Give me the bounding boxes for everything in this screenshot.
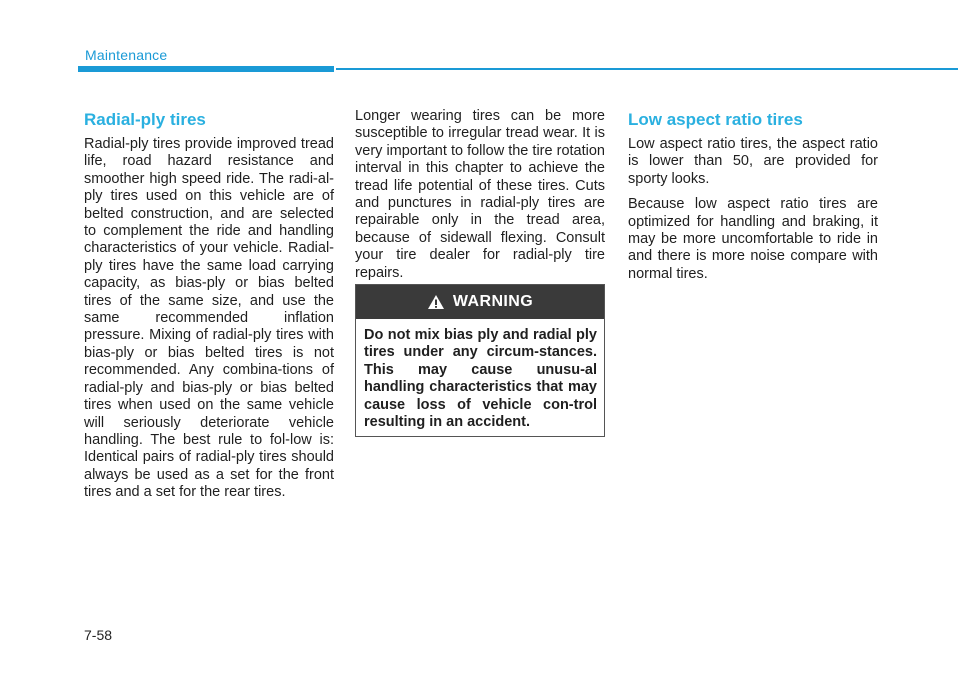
low-aspect-paragraph-1: Low aspect ratio tires, the aspect ratio is lower than 50, are provided for sporty looks. xyxy=(628,136,878,187)
radial-ply-heading: Radial-ply tires xyxy=(84,110,206,129)
warning-triangle-icon xyxy=(427,294,445,310)
section-label: Maintenance xyxy=(85,47,168,63)
warning-body: Do not mix bias ply and radial ply tires under any circum-stances. This may cause unusu-al handling characteristics that may cause loss of vehicle con-trol resulting in an accident. xyxy=(364,327,597,431)
radial-ply-section xyxy=(84,110,334,502)
low-aspect-paragraph-2: Because low aspect ratio tires are optimized for handling and braking, it may be more uncomfortable to ride in and there is more noise compare with normal tires. xyxy=(628,196,878,282)
header-rule xyxy=(336,68,958,70)
radial-ply-body: Radial-ply tires provide improved tread life, road hazard resistance and smoother high speed ride. The radi-al-ply tires used on this vehicle are of belted construction, and are selected to complement the ride and handling characteristics of your vehicle. Radial-ply tires have the same load carrying capacity, as bias-ply or bias belted tires of the same size, and use the same recommended inflation pressure. Mixing of radial-ply tires with bias-ply or bias belted tires is not recommended. Any combina-tions of radial-ply and bias-ply or bias belted tires when used on the same vehicle will seriously deteriorate vehicle handling. The best rule to fol-low is: Identical pairs of radial-ply tires should always be used as a set for the front tires and a set for the rear tires. xyxy=(84,136,334,501)
warning-box xyxy=(355,284,605,437)
header-accent-bar xyxy=(78,66,334,72)
warning-title: WARNING xyxy=(452,293,534,310)
warning-header xyxy=(356,285,604,319)
low-aspect-section xyxy=(628,110,878,283)
low-aspect-heading: Low aspect ratio tires xyxy=(628,110,803,129)
longer-wearing-section xyxy=(355,108,605,282)
page-number: 7-58 xyxy=(84,627,113,643)
longer-wearing-body: Longer wearing tires can be more susceptible to irregular tread wear. It is very important to follow the tire rotation interval in this chapter to achieve the tread life potential of these tires. Cuts and punctures in radial-ply tires are repairable only in the tread area, because of sidewall flexing. Consult your tire dealer for radial-ply tire repairs. xyxy=(355,108,605,281)
